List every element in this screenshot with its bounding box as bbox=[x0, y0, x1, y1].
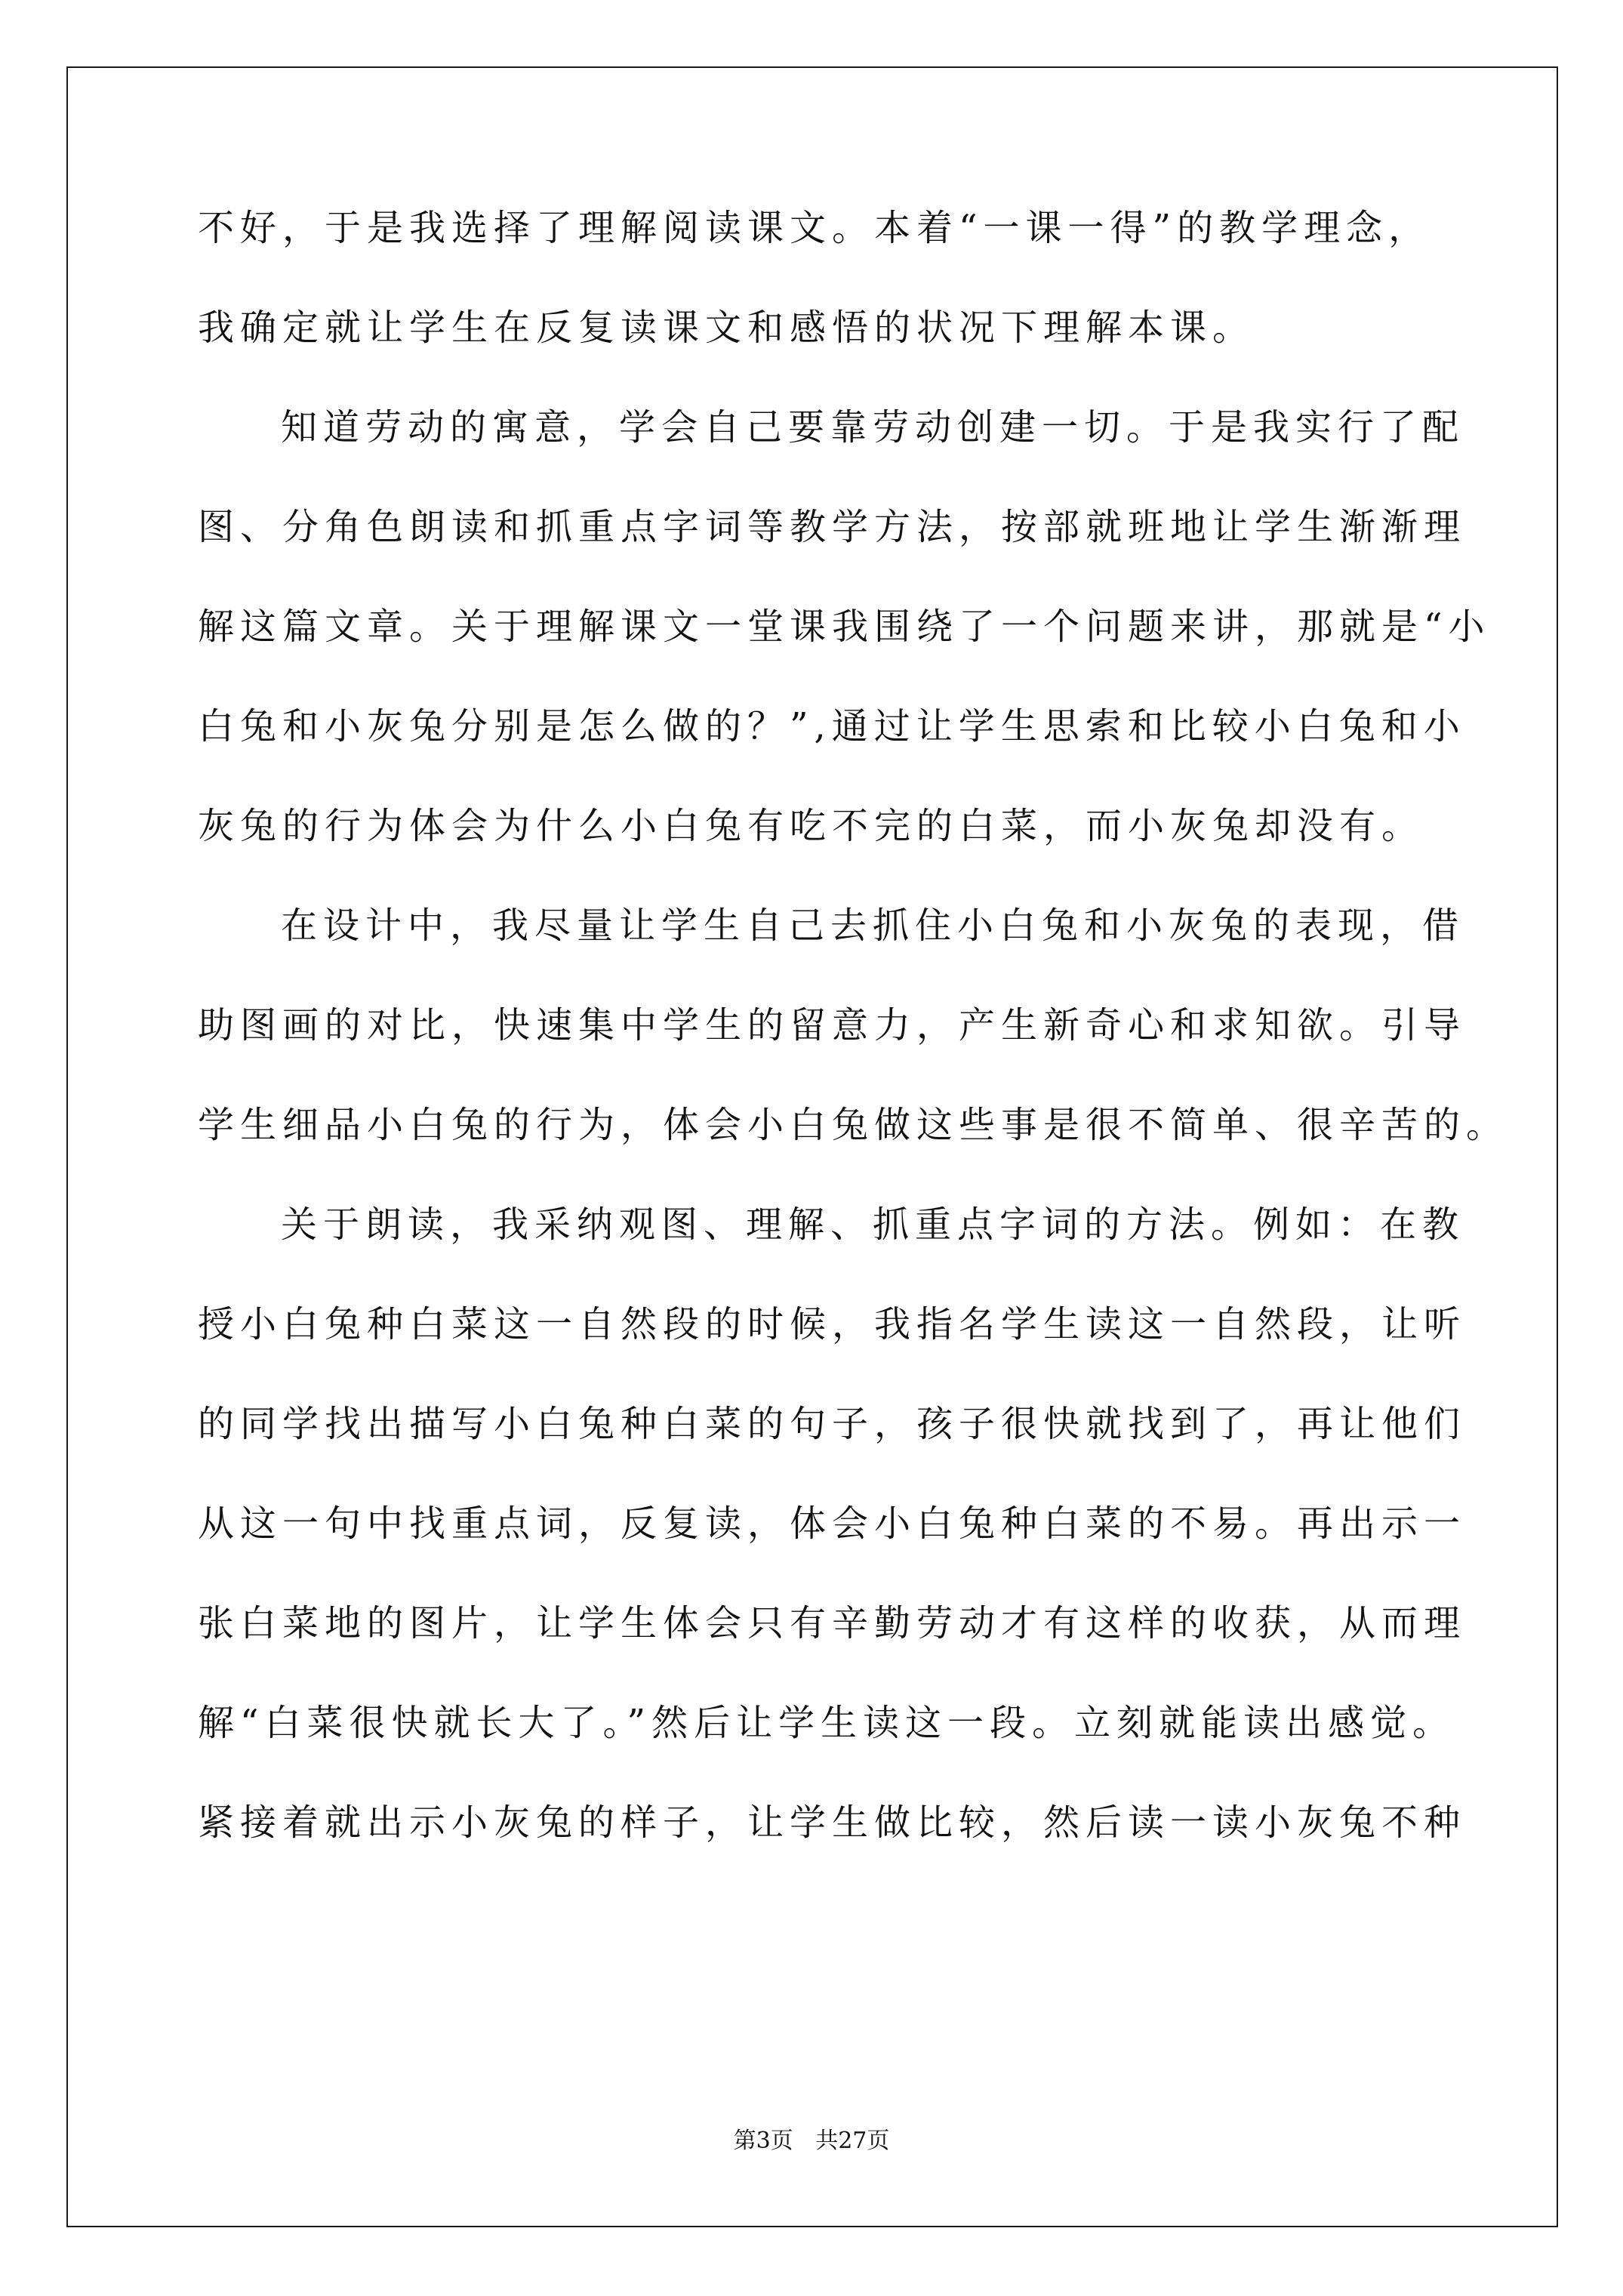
text-line: 图、分角色朗读和抓重点字词等教学方法，按部就班地让学生渐渐理 bbox=[198, 506, 1467, 548]
page-total: 共27页 bbox=[815, 2128, 890, 2154]
paragraph-start-line: 关于朗读，我采纳观图、理解、抓重点字词的方法。例如：在教 bbox=[281, 1203, 1465, 1246]
text-line: 白兔和小灰兔分别是怎么做的？”,通过让学生思索和比较小白兔和小 bbox=[198, 705, 1466, 747]
paragraph-start-line: 知道劳动的寓意，学会自己要靠劳动创建一切。于是我实行了配 bbox=[281, 406, 1465, 448]
text-line: 助图画的对比，快速集中学生的留意力，产生新奇心和求知欲。引导 bbox=[198, 1004, 1467, 1046]
text-line: 学生细品小白兔的行为，体会小白兔做这些事是很不简单、很辛苦的。 bbox=[198, 1104, 1509, 1146]
text-line: 不好，于是我选择了理解阅读课文。本着“一课一得”的教学理念， bbox=[198, 207, 1431, 249]
text-line: 我确定就让学生在反复读课文和感悟的状况下理解本课。 bbox=[198, 307, 1255, 349]
page-footer bbox=[0, 2122, 1623, 2155]
text-line: 紧接着就出示小灰兔的样子，让学生做比较，然后读一读小灰兔不种 bbox=[198, 1801, 1467, 1844]
text-line: 解“白菜很快就长大了。”然后让学生读这一段。立刻就能读出感觉。 bbox=[198, 1702, 1455, 1744]
text-line: 从这一句中找重点词，反复读，体会小白兔种白菜的不易。再出示一 bbox=[198, 1502, 1467, 1545]
paragraph-start-line: 在设计中，我尽量让学生自己去抓住小白兔和小灰兔的表现，借 bbox=[281, 905, 1465, 947]
text-line: 解这篇文章。关于理解课文一堂课我围绕了一个问题来讲，那就是“小 bbox=[198, 606, 1491, 648]
page-number: 第3页 bbox=[733, 2128, 793, 2154]
text-line: 的同学找出描写小白兔种白菜的句子，孩子很快就找到了，再让他们 bbox=[198, 1403, 1467, 1445]
text-line: 张白菜地的图片，让学生体会只有辛勤劳动才有这样的收获，从而理 bbox=[198, 1602, 1467, 1644]
text-line: 灰兔的行为体会为什么小白兔有吃不完的白菜，而小灰兔却没有。 bbox=[198, 805, 1424, 847]
body-text bbox=[198, 178, 1509, 1872]
text-line: 授小白兔种白菜这一自然段的时候，我指名学生读这一自然段，让听 bbox=[198, 1303, 1467, 1345]
